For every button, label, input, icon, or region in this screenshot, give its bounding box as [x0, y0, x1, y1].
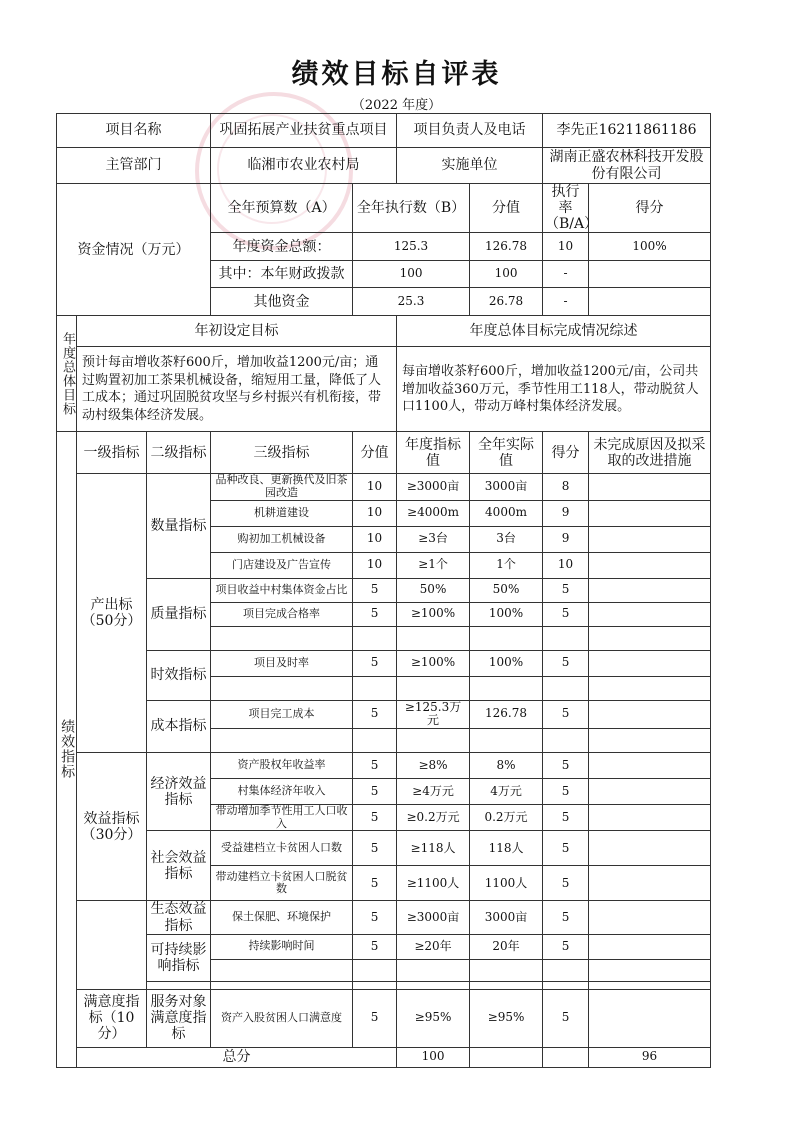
indicator-score: 5: [353, 779, 397, 805]
indicator-reason: [589, 552, 711, 578]
indicator-target: ≥3000亩: [397, 901, 470, 934]
indicator-reason: [589, 676, 711, 700]
funds-row-name: 年度资金总额：: [211, 233, 353, 261]
targets-side-label: 年度总体目标: [57, 316, 77, 432]
indicator-actual: 20年: [470, 934, 543, 959]
targets-col-done: 年度总体目标完成情况综述: [397, 316, 711, 347]
funds-row-exec: 100: [470, 261, 543, 288]
indicator-actual: 100%: [470, 650, 543, 676]
indicator-actual: 3000亩: [470, 901, 543, 934]
indicator-name: 项目完工成本: [211, 700, 353, 729]
col-get: 得分: [543, 432, 589, 474]
indicator-get: 5: [543, 753, 589, 779]
indicator-actual: [470, 959, 543, 981]
indicator-name: 购初加工机械设备: [211, 526, 353, 552]
indicator-get: [543, 676, 589, 700]
indicator-score: 10: [353, 474, 397, 500]
indicator-score: 10: [353, 552, 397, 578]
indicator-score: [353, 626, 397, 650]
indicators-side-label: 绩效指标: [57, 432, 77, 1067]
indicator-actual: 4万元: [470, 779, 543, 805]
indicator-target: [397, 626, 470, 650]
indicator-name: 项目收益中村集体资金占比: [211, 578, 353, 602]
indicator-get: 9: [543, 500, 589, 526]
indicator-reason: [589, 989, 711, 1047]
indicator-name: 保土保肥、环境保护: [211, 901, 353, 934]
economic-label: 经济效益指标: [147, 753, 211, 831]
output-label: 产出标（50分）: [77, 474, 147, 753]
page-title: 绩效目标自评表: [291, 59, 502, 90]
indicator-get: 5: [543, 650, 589, 676]
targets-col-plan: 年初设定目标: [77, 316, 397, 347]
indicator-name: 项目及时率: [211, 650, 353, 676]
indicator-score: 5: [353, 700, 397, 729]
indicator-target: 50%: [397, 578, 470, 602]
indicator-target: ≥118人: [397, 831, 470, 866]
indicator-name: [211, 959, 353, 981]
funds-row-score: 10: [543, 233, 589, 261]
indicator-name: [211, 676, 353, 700]
funds-col-exec: 全年执行数（B）: [353, 184, 470, 233]
total-target: [470, 1047, 543, 1067]
indicator-actual: [470, 676, 543, 700]
total-actual: [543, 1047, 589, 1067]
indicator-target: ≥8%: [397, 753, 470, 779]
indicator-actual: 3台: [470, 526, 543, 552]
funds-row-rate: [589, 288, 711, 316]
evaluation-table: [56, 113, 711, 1068]
col-level2: 二级指标: [147, 432, 211, 474]
indicator-get: [543, 959, 589, 981]
indicator-name: [211, 729, 353, 753]
indicator-get: 5: [543, 866, 589, 901]
indicator-reason: [589, 901, 711, 934]
indicator-name: 项目完成合格率: [211, 602, 353, 626]
funds-row-rate: [589, 261, 711, 288]
indicator-target: ≥95%: [397, 989, 470, 1047]
indicator-reason: [589, 650, 711, 676]
indicator-get: 10: [543, 552, 589, 578]
indicator-name: 带动增加季节性用工人口收入: [211, 805, 353, 831]
indicator-get: 5: [543, 578, 589, 602]
indicator-target: ≥1个: [397, 552, 470, 578]
indicator-actual: 100%: [470, 602, 543, 626]
col-actual: 全年实际值: [470, 432, 543, 474]
indicator-score: 5: [353, 901, 397, 934]
indicator-score: [353, 959, 397, 981]
indicator-get: 5: [543, 934, 589, 959]
indicator-reason: [589, 626, 711, 650]
funds-row-rate: 100%: [589, 233, 711, 261]
funds-col-score: 分值: [470, 184, 543, 233]
impl-value: 湖南正盛农林科技开发股份有限公司: [543, 148, 711, 184]
indicator-name: 受益建档立卡贫困人口数: [211, 831, 353, 866]
indicator-score: 5: [353, 989, 397, 1047]
project-manager-label: 项目负责人及电话: [397, 114, 543, 148]
dept-value: 临湘市农业农村局: [211, 148, 397, 184]
timeliness-label: 时效指标: [147, 650, 211, 700]
indicator-actual: [470, 626, 543, 650]
indicator-score: 5: [353, 866, 397, 901]
indicator-reason: [589, 753, 711, 779]
quantity-label: 数量指标: [147, 474, 211, 578]
col-score: 分值: [353, 432, 397, 474]
indicator-score: 5: [353, 934, 397, 959]
indicator-get: 5: [543, 779, 589, 805]
indicator-actual: 0.2万元: [470, 805, 543, 831]
funds-row-score: -: [543, 261, 589, 288]
indicator-get: 5: [543, 901, 589, 934]
social-label: 社会效益指标: [147, 831, 211, 901]
indicator-reason: [589, 578, 711, 602]
indicator-name: 持续影响时间: [211, 934, 353, 959]
indicator-score: 5: [353, 805, 397, 831]
satisfaction-label: 满意度指标（10分）: [77, 989, 147, 1047]
indicator-name: 资产股权年收益率: [211, 753, 353, 779]
indicator-actual: 3000亩: [470, 474, 543, 500]
funds-col-rate: 执行率（B/A）: [543, 184, 589, 233]
funds-row-exec: 126.78: [470, 233, 543, 261]
indicator-actual: 8%: [470, 753, 543, 779]
indicator-reason: [589, 602, 711, 626]
targets-done-text: 每亩增收茶籽600斤，增加收益1200元/亩，公司共增加收益360万元，季节性用工118人，带动脱贫人口1100人，带动万峰村集体经济发展。: [397, 347, 711, 432]
indicator-get: 5: [543, 831, 589, 866]
project-name-label: 项目名称: [57, 114, 211, 148]
project-name-value: 巩固拓展产业扶贫重点项目: [211, 114, 397, 148]
funds-row-exec: 26.78: [470, 288, 543, 316]
indicator-actual: [470, 729, 543, 753]
indicator-name: 带动建档立卡贫困人口脱贫数: [211, 866, 353, 901]
indicator-reason: [589, 934, 711, 959]
indicator-target: [397, 729, 470, 753]
year-label: （2022 年度）: [351, 98, 442, 113]
indicator-get: [543, 729, 589, 753]
indicator-get: 5: [543, 602, 589, 626]
indicator-name: 门店建设及广告宣传: [211, 552, 353, 578]
sustain-label: 可持续影响指标: [147, 934, 211, 981]
ecological-label: 生态效益指标: [147, 901, 211, 934]
indicator-reason: [589, 831, 711, 866]
col-level1: 一级指标: [77, 432, 147, 474]
funds-col-budget: 全年预算数（A）: [211, 184, 353, 233]
cost-label: 成本指标: [147, 700, 211, 753]
funds-row-name: 其他资金: [211, 288, 353, 316]
funds-col-get: 得分: [589, 184, 711, 233]
impl-label: 实施单位: [397, 148, 543, 184]
indicator-reason: [589, 805, 711, 831]
indicator-reason: [589, 779, 711, 805]
indicator-get: 5: [543, 805, 589, 831]
project-manager-value: 李先正16211861186: [543, 114, 711, 148]
effect-label: 效益指标（30分）: [77, 753, 147, 901]
indicator-target: ≥125.3万元: [397, 700, 470, 729]
indicator-target: ≥4000m: [397, 500, 470, 526]
funds-row-budget: 100: [353, 261, 470, 288]
targets-plan-text: 预计每亩增收茶籽600斤，增加收益1200元/亩；通过购置初加工茶果机械设备，缩短用工量，降低了人工成本；通过巩固脱贫攻坚与乡村振兴有机衔接，带动村级集体经济发展。: [77, 347, 397, 432]
indicator-reason: [589, 526, 711, 552]
indicator-actual: 118人: [470, 831, 543, 866]
indicator-target: [397, 959, 470, 981]
dept-label: 主管部门: [57, 148, 211, 184]
indicator-target: [397, 676, 470, 700]
indicator-name: 资产入股贫困人口满意度: [211, 989, 353, 1047]
indicator-actual: 1100人: [470, 866, 543, 901]
indicator-get: 5: [543, 700, 589, 729]
indicator-reason: [589, 866, 711, 901]
indicator-reason: [589, 959, 711, 981]
indicator-target: ≥100%: [397, 650, 470, 676]
col-level3: 三级指标: [211, 432, 353, 474]
service-label: 服务对象满意度指标: [147, 989, 211, 1047]
col-reason: 未完成原因及拟采取的改进措施: [589, 432, 711, 474]
indicator-target: ≥1100人: [397, 866, 470, 901]
indicator-actual: ≥95%: [470, 989, 543, 1047]
indicator-score: 5: [353, 831, 397, 866]
indicator-get: 8: [543, 474, 589, 500]
indicator-target: ≥20年: [397, 934, 470, 959]
indicator-actual: 4000m: [470, 500, 543, 526]
indicator-get: [543, 626, 589, 650]
effect-continuation: [77, 901, 147, 989]
funds-row-score: -: [543, 288, 589, 316]
indicator-score: 10: [353, 500, 397, 526]
indicator-score: 5: [353, 650, 397, 676]
indicator-score: 5: [353, 578, 397, 602]
indicator-score: 5: [353, 602, 397, 626]
indicator-actual: 1个: [470, 552, 543, 578]
total-label: 总分: [77, 1047, 397, 1067]
quality-label: 质量指标: [147, 578, 211, 650]
indicator-reason: [589, 474, 711, 500]
indicator-actual: 50%: [470, 578, 543, 602]
indicator-name: 村集体经济年收入: [211, 779, 353, 805]
funds-row-name: 其中：本年财政拨款: [211, 261, 353, 288]
indicator-get: 5: [543, 989, 589, 1047]
indicator-score: [353, 676, 397, 700]
funds-row-budget: 25.3: [353, 288, 470, 316]
indicator-get: 9: [543, 526, 589, 552]
funds-label: 资金情况（万元）: [57, 184, 211, 316]
indicator-target: ≥4万元: [397, 779, 470, 805]
funds-row-budget: 125.3: [353, 233, 470, 261]
indicator-reason: [589, 729, 711, 753]
total-get: 96: [589, 1047, 711, 1067]
total-score: 100: [397, 1047, 470, 1067]
indicator-target: ≥100%: [397, 602, 470, 626]
indicator-name: 品种改良、更新换代及旧茶园改造: [211, 474, 353, 500]
indicator-actual: 126.78: [470, 700, 543, 729]
indicator-name: [211, 626, 353, 650]
indicator-target: ≥3台: [397, 526, 470, 552]
indicator-target: ≥3000亩: [397, 474, 470, 500]
indicator-score: [353, 729, 397, 753]
indicator-reason: [589, 500, 711, 526]
indicator-score: 5: [353, 753, 397, 779]
indicator-reason: [589, 700, 711, 729]
col-target: 年度指标值: [397, 432, 470, 474]
indicator-name: 机耕道建设: [211, 500, 353, 526]
indicator-target: ≥0.2万元: [397, 805, 470, 831]
indicator-score: 10: [353, 526, 397, 552]
